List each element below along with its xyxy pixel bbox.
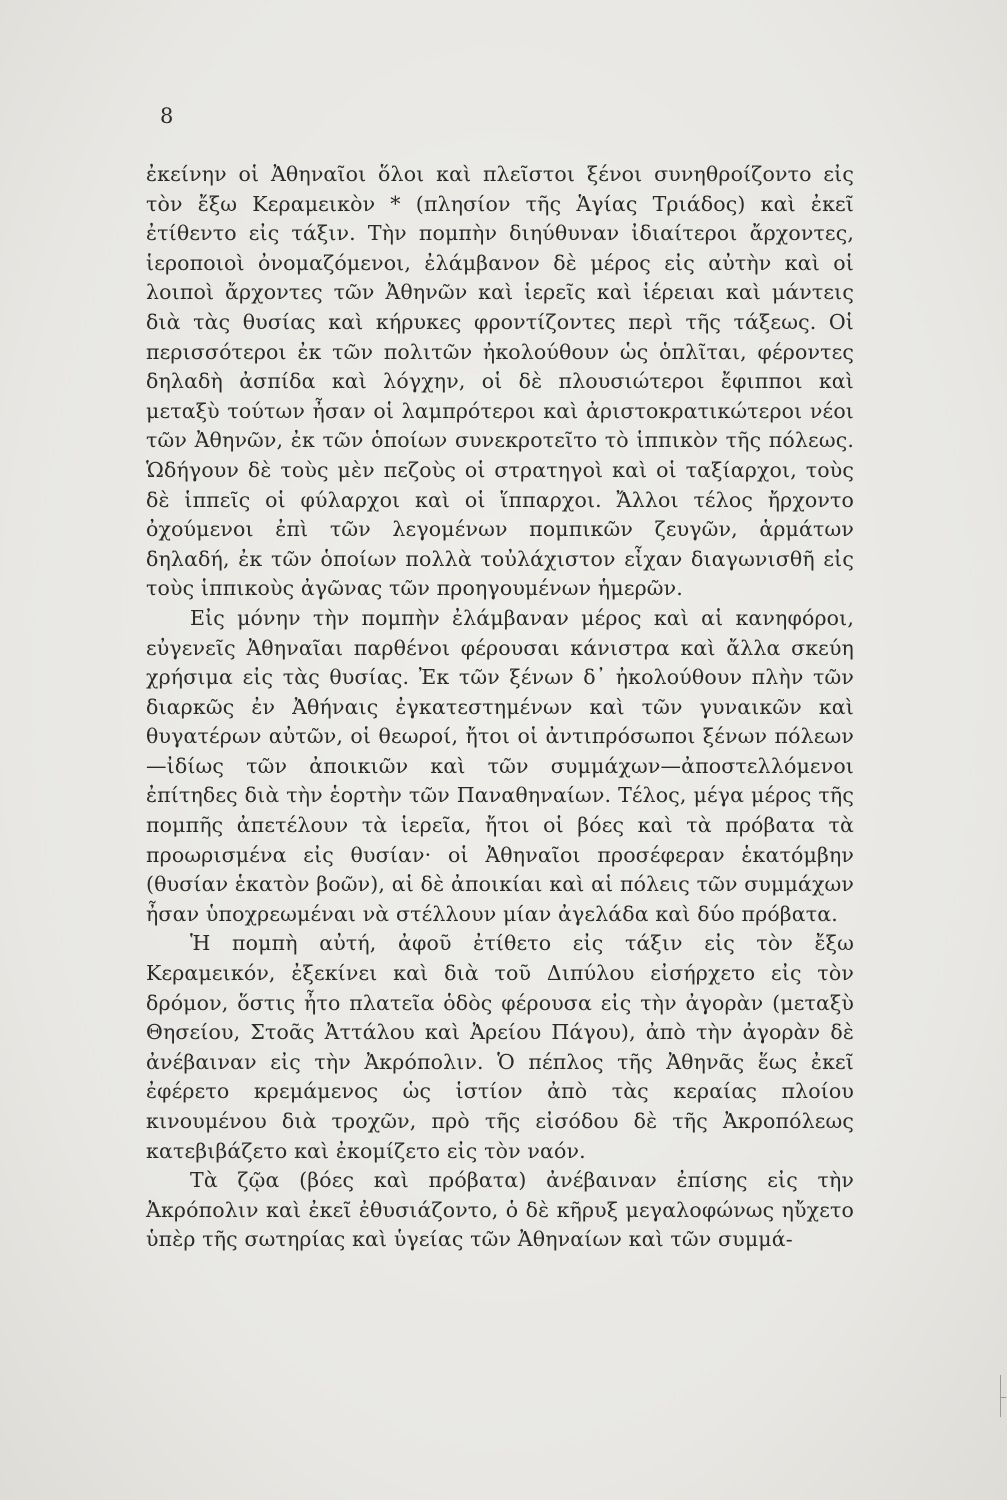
scan-edge-mark bbox=[1000, 1375, 1007, 1417]
page-number: 8 bbox=[160, 104, 174, 128]
paragraph-1: ἐκείνην οἱ Ἀθηναῖοι ὅλοι καὶ πλεῖστοι ξένοι συνηθροίζοντο εἰς τὸν ἔξω Κεραμεικὸν * (πλησίον τῆς Ἁγίας Τριάδος) καὶ ἐκεῖ ἐτίθεντο εἰς τάξιν. Τὴν πομπὴν διηύθυναν ἰδιαίτεροι ἄρχοντες, ἱεροποιοὶ ὀνομαζόμενοι, ἐλάμβανον δὲ μέρος εἰς αὐτὴν καὶ οἱ λοιποὶ ἄρχοντες τῶν Ἀθηνῶν καὶ ἱερεῖς καὶ ἱέρειαι καὶ μάντεις διὰ τὰς θυσίας καὶ κήρυκες φροντίζοντες περὶ τῆς τάξεως. Οἱ περισσότεροι ἐκ τῶν πολιτῶν ἠκολούθουν ὡς ὁπλῖται, φέροντες δηλαδὴ ἀσπίδα καὶ λόγχην, οἱ δὲ πλουσιώτεροι ἔφιπποι καὶ μεταξὺ τούτων ἦσαν οἱ λαμπρότεροι καὶ ἀριστοκρατικώτεροι νέοι τῶν Ἀθηνῶν, ἐκ τῶν ὁποίων συνεκροτεῖτο τὸ ἱππικὸν τῆς πόλεως. Ὡδήγουν δὲ τοὺς μὲν πεζοὺς οἱ στρατηγοὶ καὶ οἱ ταξίαρχοι, τοὺς δὲ ἱππεῖς οἱ φύλαρχοι καὶ οἱ ἵππαρχοι. Ἄλλοι τέλος ἤρχοντο ὀχούμενοι ἐπὶ τῶν λεγομένων πομπικῶν ζευγῶν, ἁρμάτων δηλαδή, ἐκ τῶν ὁποίων πολλὰ τοὐλάχιστον εἶχαν διαγωνισθῆ εἰς τοὺς ἱππικοὺς ἀγῶνας τῶν προηγουμένων ἡμερῶν. bbox=[146, 162, 854, 601]
paragraph-4: Τὰ ζῷα (βόες καὶ πρόβατα) ἀνέβαιναν ἐπίσης εἰς τὴν Ἀκρόπολιν καὶ ἐκεῖ ἐθυσιάζοντο, ὁ δὲ κῆρυξ μεγαλοφώνως ηὔχετο ὑπὲρ τῆς σωτηρίας καὶ ὑγείας τῶν Ἀθηναίων καὶ τῶν συμμά- bbox=[146, 1168, 854, 1252]
paragraph-2: Εἰς μόνην τὴν πομπὴν ἐλάμβαναν μέρος καὶ αἱ κανηφόροι, εὐγενεῖς Ἀθηναῖαι παρθένοι φέρουσαι κάνιστρα καὶ ἄλλα σκεύη χρήσιμα εἰς τὰς θυσίας. Ἐκ τῶν ξένων δ᾽ ἠκολούθουν πλὴν τῶν διαρκῶς ἐν Ἀθήναις ἐγκατεστημένων καὶ τῶν γυναικῶν καὶ θυγατέρων αὐτῶν, οἱ θεωροί, ἤτοι οἱ ἀντιπρόσωποι ξένων πόλεων —ἰδίως τῶν ἀποικιῶν καὶ τῶν συμμάχων—ἀποστελλόμενοι ἐπίτηδες διὰ τὴν ἑορτὴν τῶν Παναθηναίων. Τέλος, μέγα μέρος τῆς πομπῆς ἀπετέλουν τὰ ἱερεῖα, ἤτοι οἱ βόες καὶ τὰ πρόβατα τὰ προωρισμένα εἰς θυσίαν· οἱ Ἀθηναῖοι προσέφεραν ἑκατόμβην (θυσίαν ἑκατὸν βοῶν), αἱ δὲ ἀποικίαι καὶ αἱ πόλεις τῶν συμμάχων ἦσαν ὑποχρεωμέναι νὰ στέλλουν μίαν ἀγελάδα καὶ δύο πρόβατα. bbox=[146, 605, 854, 926]
paragraph-3: Ἡ πομπὴ αὐτή, ἀφοῦ ἐτίθετο εἰς τάξιν εἰς τὸν ἔξω Κεραμεικόν, ἐξεκίνει καὶ διὰ τοῦ Διπύλου εἰσήρχετο εἰς τὸν δρόμον, ὅστις ἦτο πλατεῖα ὁδὸς φέρουσα εἰς τὴν ἀγορὰν (μεταξὺ Θησείου, Στοᾶς Ἀττάλου καὶ Ἀρείου Πάγου), ἀπὸ τὴν ἀγορὰν δὲ ἀνέβαιναν εἰς τὴν Ἀκρόπολιν. Ὁ πέπλος τῆς Ἀθηνᾶς ἕως ἐκεῖ ἐφέρετο κρεμάμενος ὡς ἱστίον ἀπὸ τὰς κεραίας πλοίου κινουμένου διὰ τροχῶν, πρὸ τῆς εἰσόδου δὲ τῆς Ἀκροπόλεως κατεβιβάζετο καὶ ἐκομίζετο εἰς τὸν ναόν. bbox=[146, 931, 854, 1163]
body-text bbox=[146, 160, 854, 1255]
